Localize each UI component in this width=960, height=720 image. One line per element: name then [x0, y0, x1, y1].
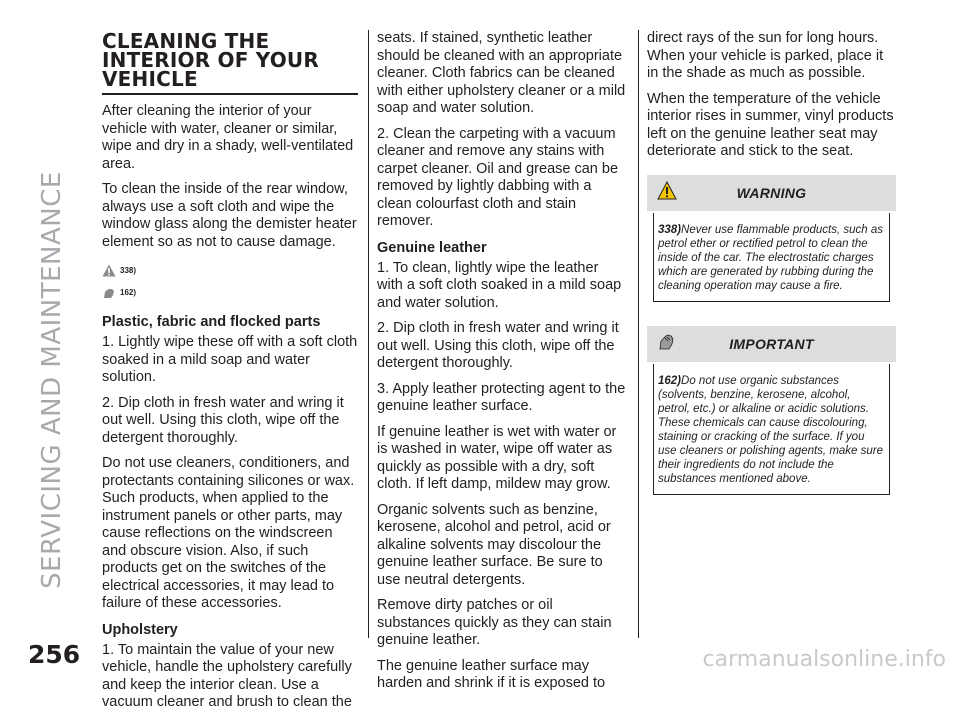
- paragraph: 1. To clean, lightly wipe the leather with a soft cloth soaked in a mild soap and water solution.: [377, 259, 622, 311]
- subheading-plastic: Plastic, fabric and flocked parts: [102, 314, 321, 330]
- hand-icon: [657, 332, 677, 351]
- important-box-header: [647, 326, 896, 362]
- paragraph: 3. Apply leather protecting agent to the genuine leather surface.: [377, 380, 626, 414]
- paragraph: 2. Dip cloth in fresh water and wring it out well. Using this cloth, wipe off the detergent thoroughly.: [102, 394, 344, 446]
- reference-number: 338): [120, 265, 137, 275]
- paragraph: If genuine leather is wet with water or is washed in water, wipe off water as quickly as possible with a dry, soft cloth. If left damp, mildew may grow.: [377, 423, 617, 492]
- warning-title: WARNING: [736, 184, 807, 201]
- paragraph: 2. Clean the carpeting with a vacuum cleaner and remove any stains with carpet cleaner. Oil and grease can be removed by lightly dabbing with a clean colourfast cloth and stain remover.: [377, 125, 619, 229]
- important-reference: [102, 281, 358, 303]
- warning-reference: [102, 259, 358, 281]
- paragraph: 1. Lightly wipe these off with a soft cloth soaked in a mild soap and water solution.: [102, 334, 358, 385]
- important-number: 162): [658, 374, 682, 387]
- paragraph: When the temperature of the vehicle interior rises in summer, vinyl products left on the genuine leather seat may deteriorate and stick to the seat.: [647, 90, 894, 159]
- paragraph: The genuine leather surface may harden and shrink if it is exposed to: [377, 657, 606, 691]
- warning-references: [102, 259, 358, 303]
- warning-number: 338): [658, 223, 682, 236]
- paragraph: seats. If stained, synthetic leather should be cleaned with an appropriate cleaner. Cloth fabrics can be cleaned with either upholstery cleaner or a mild soap and water solution.: [377, 30, 626, 116]
- page-title: [102, 29, 358, 95]
- hand-icon: [102, 286, 116, 299]
- watermark: carmanualsonline.info: [702, 647, 946, 672]
- paragraph: Remove dirty patches or oil substances quickly as they can stain genuine leather.: [377, 597, 612, 648]
- paragraph: 2. Dip cloth in fresh water and wring it out well. Using this cloth, wipe off the detergent thoroughly.: [377, 320, 619, 371]
- important-title: IMPORTANT: [729, 335, 814, 352]
- column-2: [368, 30, 626, 691]
- important-text: Do not use organic substances (solvents, benzine, kerosene, alcohol, petrol, etc.) or alkaline or acidic solutions. These chemicals can cause discolouring, staining or cracking of the surface. If you use cleaners or polishing agents, make sure their ingredients do not include the substances mentioned above.: [658, 374, 884, 485]
- subheading-genuine-leather: Genuine leather: [377, 239, 487, 256]
- reference-number: 162): [120, 287, 137, 297]
- paragraph: 1. To maintain the value of your new vehicle, handle the upholstery carefully and keep the interior clean. Use a vacuum cleaner and brush to clean the: [102, 641, 352, 710]
- column-1: [102, 28, 358, 720]
- paragraph: Do not use cleaners, conditioners, and protectants containing silicones or wax. Such products, when applied to the instrument panels or other parts, may cause reflections on the windscreen and obscure vision. Also, if such products get on the switches of the electrical accessories, it may lead to failure of these accessories.: [102, 455, 355, 611]
- title-line: INTERIOR OF YOUR: [102, 48, 319, 72]
- page-number: 256: [28, 640, 81, 669]
- section-side-label: SERVICING AND MAINTENANCE: [37, 171, 67, 589]
- warning-text: Never use flammable products, such as petrol ether or rectified petrol to clean the inside of the car. The electrostatic charges which are generated by rubbing during the cleaning operation may cause a fire.: [658, 223, 884, 292]
- subheading-upholstery: Upholstery: [102, 621, 178, 638]
- warning-triangle-icon: [657, 181, 677, 200]
- column-3: [638, 30, 896, 638]
- warning-box-body: [653, 213, 890, 302]
- title-line: VEHICLE: [102, 67, 198, 91]
- paragraph: Organic solvents such as benzine, kerosene, alcohol and petrol, acid or alkaline solvents may discolour the genuine leather surface. Be sure to use neutral detergents.: [377, 501, 611, 588]
- paragraph: direct rays of the sun for long hours. When your vehicle is parked, place it in the shade as much as possible.: [647, 30, 884, 81]
- title-line: CLEANING THE: [102, 29, 270, 53]
- paragraph: To clean the inside of the rear window, always use a soft cloth and wipe the window glass along the demister heater element so as not to cause damage.: [102, 181, 357, 250]
- warning-box-header: [647, 175, 896, 211]
- important-box-body: [653, 364, 890, 495]
- warning-triangle-icon: [102, 264, 116, 277]
- paragraph: After cleaning the interior of your vehicle with water, cleaner or similar, wipe and dry in a shady, well-ventilated area.: [102, 103, 354, 172]
